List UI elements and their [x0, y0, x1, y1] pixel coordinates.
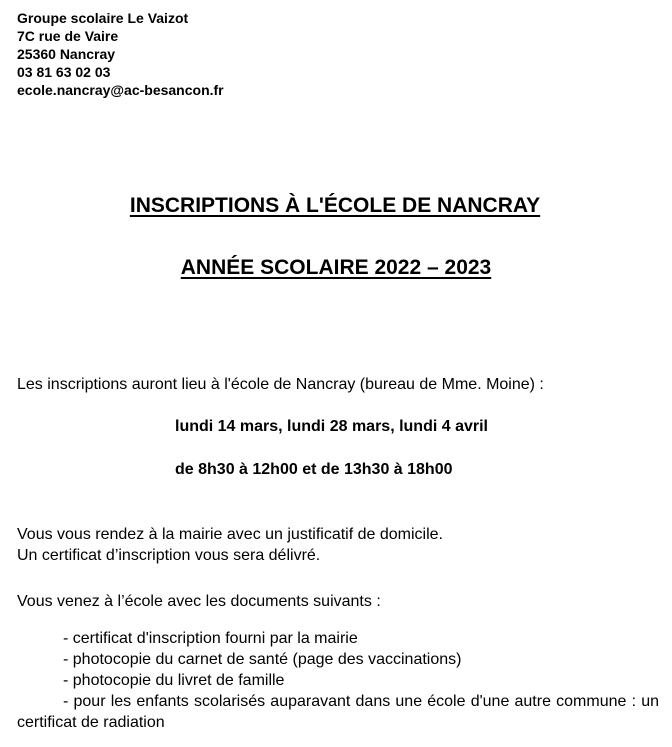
- school-phone: 03 81 63 02 03: [17, 64, 111, 80]
- documents-intro: Vous venez à l’école avec les documents suivants :: [17, 593, 381, 610]
- registration-dates: lundi 14 mars, lundi 28 mars, lundi 4 avril: [175, 418, 488, 435]
- list-item: - certificat d'inscription fourni par la mairie: [63, 630, 358, 647]
- registration-intro: Les inscriptions auront lieu à l'école de Nancray (bureau de Mme. Moine) :: [17, 376, 544, 393]
- school-city: 25360 Nancray: [17, 46, 116, 62]
- documents-list: [0, 628, 672, 733]
- list-item: - photocopie du livret de famille: [63, 672, 285, 689]
- registration-hours: de 8h30 à 12h00 et de 13h30 à 18h00: [175, 461, 453, 478]
- certificate-note: Un certificat d’inscription vous sera délivré.: [17, 547, 321, 564]
- document-title: INSCRIPTIONS À L'ÉCOLE DE NANCRAY: [129, 194, 541, 217]
- school-email: ecole.nancray@ac-besancon.fr: [17, 82, 224, 98]
- school-address-block: [17, 9, 224, 99]
- list-item: - photocopie du carnet de santé (page des vaccinations): [63, 651, 462, 668]
- mairie-instruction: Vous vous rendez à la mairie avec un justificatif de domicile.: [17, 526, 443, 543]
- list-item: - pour les enfants scolarisés auparavant dans une école d'une autre commune : un certificat de radiation: [17, 693, 659, 731]
- school-name: Groupe scolaire Le Vaizot: [17, 10, 189, 26]
- school-street: 7C rue de Vaire: [17, 28, 119, 44]
- school-year-title: ANNÉE SCOLAIRE 2022 – 2023: [180, 256, 492, 279]
